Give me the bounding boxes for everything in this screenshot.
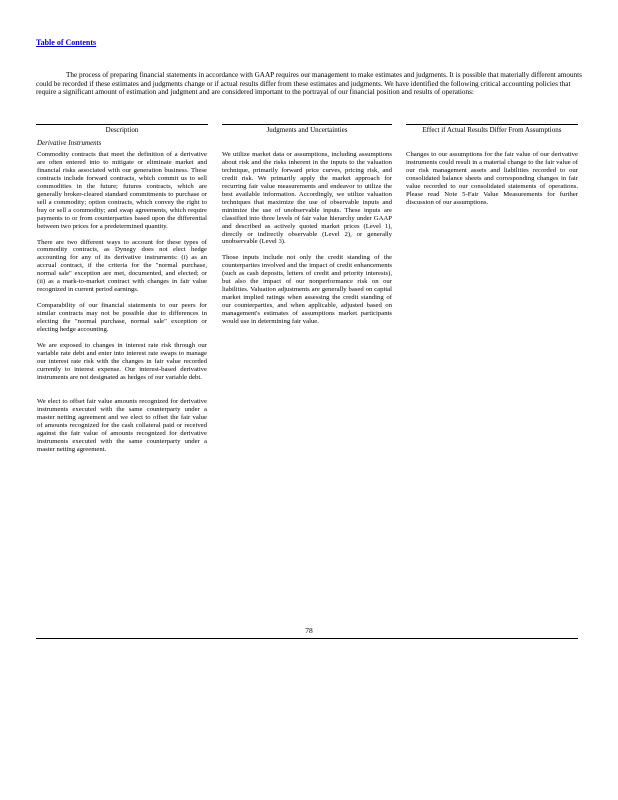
column-header-description: Description	[36, 124, 208, 135]
page-number: 78	[305, 626, 313, 635]
description-paragraph: Commodity contracts that meet the definition of a derivative are often entered into to mitigate or eliminate market and financial risks associated with our generation business. These contracts include forward contracts, which commit us to sell commodities in the future; futures contracts, which are generally broker-cleared standard commitments to purchase or sell a commodity; option contracts, which convey the right to buy or sell a commodity; and swap agreements, which require payments to or from counterparties based upon the differential between two prices for a predetermined quantity.	[37, 151, 207, 230]
footer-divider	[36, 638, 578, 639]
intro-paragraph	[36, 71, 582, 97]
section-title: Derivative Instruments	[37, 139, 102, 147]
description-paragraph: Comparability of our financial statements to our peers for similar contracts may not be possible due to differences in electing the "normal purchase, normal sale" exception or electing hedge accounting.	[37, 302, 207, 334]
judgments-paragraph: Those inputs include not only the credit standing of the counterparties involved and the impact of credit enhancements (such as cash deposits, letters of credit and priority interests), but also the impact of our nonperformance risk on our liabilities. Valuation adjustments are generally based on capital market implied ratings when assessing the credit standing of our counterparties, and when applicable, adjusted based on management's estimates of assumptions market participants would use in determining fair value.	[222, 254, 392, 326]
description-column	[37, 151, 207, 461]
judgments-column	[222, 151, 392, 334]
judgments-paragraph: We utilize market data or assumptions, including assumptions about risk and the risks inherent in the inputs to the valuation technique, primarily forward price curves, pricing risk, and credit risk. We primarily apply the market approach for recurring fair value measurements and endeavor to utilize the best available information. Accordingly, we utilize valuation techniques that maximize the use of observable inputs and minimize the use of unobservable inputs. These inputs are classified into three levels of fair value hierarchy under GAAP and described as actively quoted market prices (Level 1), directly or indirectly observable (Level 2), or generally unobservable (Level 3).	[222, 151, 392, 246]
column-header-effect: Effect if Actual Results Differ From Assumptions	[406, 124, 578, 135]
column-header-judgments: Judgments and Uncertainties	[222, 124, 392, 135]
description-paragraph: We are exposed to changes in interest rate risk through our variable rate debt and enter into interest rate swaps to manage our interest rate risk with the changes in fair value recorded currently to interest expense. Our interest-based derivative instruments are not designated as hedges of our variable debt.	[37, 342, 207, 381]
table-of-contents-link[interactable]: Table of Contents	[36, 38, 97, 47]
effect-paragraph: Changes to our assumptions for the fair value of our derivative instruments could result in a material change to the fair value of our risk management assets and liabilities recorded to our consolidated balance sheets and corresponding changes in fair value recorded to our consolidated statements of operations. Please read Note 5-Fair Value Measurements for further discussion of our assumptions.	[406, 151, 578, 206]
description-paragraph: There are two different ways to account for these types of commodity contracts, as Dynegy does not elect hedge accounting for any of its derivative instruments: (i) as an accrual contract, if the criteria for the "normal purchase, normal sale" exception are met, documented, and elected; or (ii) as a mark-to-market contract with changes in fair value recognized in current period earnings.	[37, 238, 207, 294]
intro-text: The process of preparing financial statements in accordance with GAAP requires our management to make estimates and judgments. It is possible that materially different amounts could be recorded if these estimates and judgments change or if actual results differ from these estimates and judgments. We have identified the following critical accounting policies that require a significant amount of estimation and judgment and are considered important to the portrayal of our financial position and results of operations:	[36, 71, 582, 97]
effect-column	[406, 151, 578, 215]
description-paragraph: We elect to offset fair value amounts recognized for derivative instruments executed with the same counterparty under a master netting agreement and we elect to offset the fair value of amounts recognized for the cash collateral paid or received against the fair value of amounts recognized for derivative instruments executed with the same counterparty under a master netting agreement.	[37, 397, 207, 453]
